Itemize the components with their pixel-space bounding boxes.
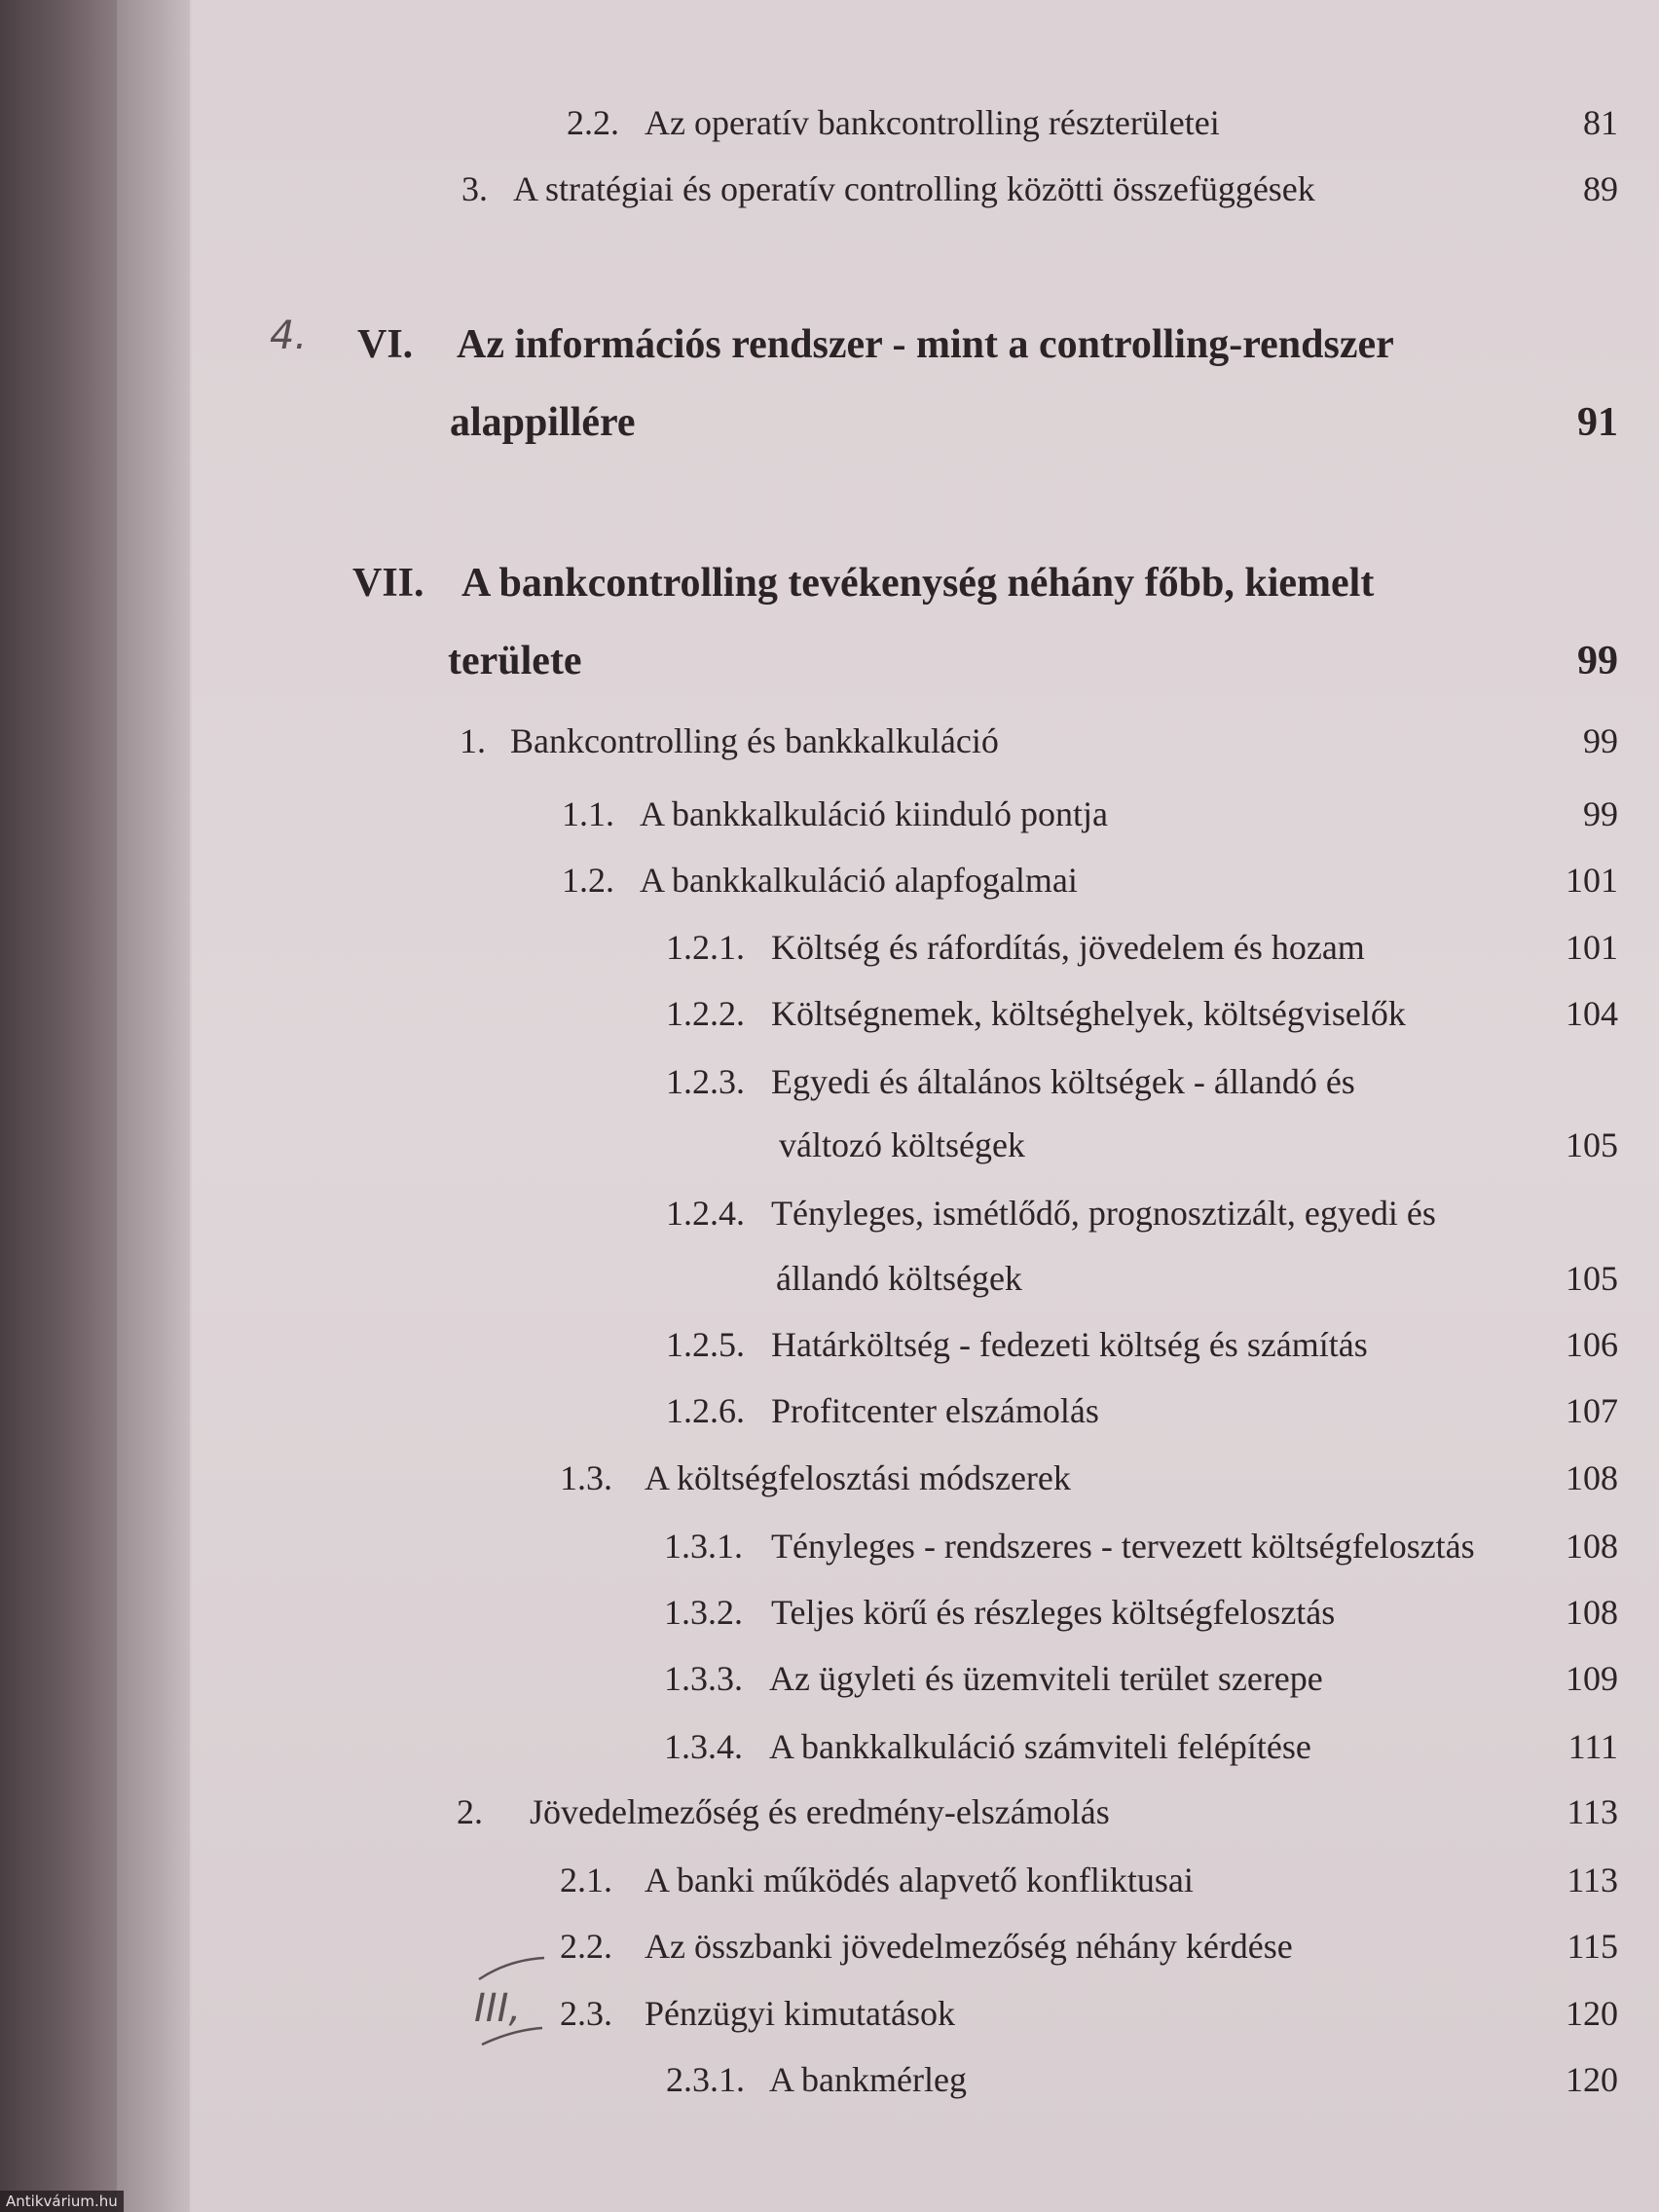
hand-stroke-top <box>479 1958 544 1979</box>
entry-number: 2.3.1. <box>666 2060 745 2099</box>
entry-title: Az operatív bankcontrolling részterületei <box>645 103 1220 142</box>
chapter-title-cont: alappillére <box>450 400 636 445</box>
entry-title: Profitcenter elszámolás <box>771 1391 1099 1430</box>
entry-title: Az ügyleti és üzemviteli terület szerepe <box>769 1659 1323 1698</box>
entry-title: Határköltség - fedezeti költség és számítás <box>771 1325 1368 1364</box>
handwritten-mark: 4. <box>270 313 308 358</box>
chapter-title: A bankcontrolling tevékenység néhány főbb, kiemelt <box>461 561 1375 606</box>
entry-page: 113 <box>1567 1792 1618 1831</box>
entry-page: 107 <box>1566 1391 1618 1430</box>
toc-entry <box>192 102 1659 151</box>
entry-title: Egyedi és általános költségek - állandó és <box>771 1062 1355 1101</box>
entry-title: Tényleges - rendszeres - tervezett költségfelosztás <box>771 1527 1475 1566</box>
toc-page <box>192 0 1659 2212</box>
entry-title: Az összbanki jövedelmezőség néhány kérdése <box>645 1927 1293 1966</box>
entry-number: 2. <box>457 1792 483 1831</box>
entry-page: 115 <box>1567 1927 1618 1966</box>
entry-page: 120 <box>1566 1994 1618 2033</box>
entry-number: 1.3.4. <box>664 1727 743 1766</box>
entry-number: 2.1. <box>560 1861 612 1899</box>
entry-title-cont: állandó költségek <box>776 1259 1022 1298</box>
toc-entry <box>192 1860 1659 1908</box>
entry-page: 105 <box>1566 1125 1618 1164</box>
entry-title-cont: változó költségek <box>779 1125 1025 1164</box>
entry-page: 111 <box>1567 1727 1618 1766</box>
book-binding <box>0 0 117 2212</box>
entry-title: A bankkalkuláció alapfogalmai <box>640 861 1078 900</box>
entry-number: 1.2.1. <box>666 928 745 967</box>
entry-title: A bankkalkuláció számviteli felépítése <box>769 1727 1311 1766</box>
toc-entry <box>192 1457 1659 1506</box>
entry-number: 1. <box>460 721 486 760</box>
entry-title: Jövedelmezőség és eredmény-elszámolás <box>530 1792 1110 1831</box>
entry-page: 81 <box>1583 103 1618 142</box>
toc-entry <box>192 1526 1659 1574</box>
entry-number: 1.3.3. <box>664 1659 743 1698</box>
chapter-title-cont: területe <box>448 639 582 683</box>
entry-page: 99 <box>1583 721 1618 760</box>
entry-page: 104 <box>1566 994 1618 1033</box>
entry-number: 3. <box>461 169 488 208</box>
entry-page: 101 <box>1566 861 1618 900</box>
entry-title: Pénzügyi kimutatások <box>645 1994 955 2033</box>
entry-page: 109 <box>1566 1659 1618 1698</box>
entry-title: Teljes körű és részleges költségfelosztás <box>771 1593 1336 1632</box>
chapter-heading-cont <box>192 638 1659 696</box>
entry-title: A költségfelosztási módszerek <box>645 1458 1071 1497</box>
toc-entry <box>192 860 1659 908</box>
show-through <box>1039 234 1051 285</box>
entry-title: Tényleges, ismétlődő, prognosztizált, egyedi és <box>771 1194 1436 1233</box>
toc-entry <box>192 1726 1659 1775</box>
entry-number: 1.2. <box>562 861 614 900</box>
page-edge <box>117 0 192 2212</box>
toc-entry <box>192 1926 1659 1974</box>
entry-number: 1.3. <box>560 1458 612 1497</box>
toc-entry <box>192 993 1659 1042</box>
toc-entry <box>192 927 1659 976</box>
toc-entry <box>192 1324 1659 1373</box>
entry-title: Bankcontrolling és bankkalkuláció <box>510 721 999 760</box>
toc-entry <box>192 793 1659 842</box>
entry-number: 1.3.1. <box>664 1527 743 1566</box>
chapter-heading <box>192 321 1659 380</box>
chapter-page: 99 <box>1577 639 1618 683</box>
entry-page: 106 <box>1566 1325 1618 1364</box>
toc-entry <box>192 1791 1659 1840</box>
entry-number: 1.3.2. <box>664 1593 743 1632</box>
entry-page: 108 <box>1566 1593 1618 1632</box>
entry-number: 1.2.3. <box>666 1062 745 1101</box>
entry-page: 89 <box>1583 169 1618 208</box>
entry-page: 113 <box>1567 1861 1618 1899</box>
entry-number: 1.2.6. <box>666 1391 745 1430</box>
chapter-title: Az információs rendszer - mint a controlling-rendszer <box>457 322 1394 367</box>
chapter-page: 91 <box>1577 400 1618 445</box>
toc-entry <box>192 168 1659 217</box>
entry-page: 120 <box>1566 2060 1618 2099</box>
toc-entry <box>192 1390 1659 1439</box>
toc-entry <box>192 1658 1659 1707</box>
toc-entry <box>192 1193 1659 1241</box>
entry-number: 1.2.4. <box>666 1194 745 1233</box>
entry-number: 1.1. <box>562 794 614 833</box>
entry-number: 2.3. <box>560 1994 612 2033</box>
entry-number: 1.2.2. <box>666 994 745 1033</box>
entry-number: 1.2.5. <box>666 1325 745 1364</box>
watermark: Antikvárium.hu <box>0 2191 124 2212</box>
toc-entry <box>192 1061 1659 1110</box>
entry-title: A bankmérleg <box>769 2060 967 2099</box>
entry-number: 2.2. <box>560 1927 612 1966</box>
toc-entry <box>192 1993 1659 2042</box>
entry-page: 99 <box>1583 794 1618 833</box>
toc-entry <box>192 720 1659 769</box>
entry-title: Költségnemek, költséghelyek, költségviselők <box>771 994 1406 1033</box>
chapter-heading-cont <box>192 399 1659 458</box>
entry-number: 2.2. <box>567 103 619 142</box>
handwritten-mark: III, <box>474 1986 522 2031</box>
entry-page: 108 <box>1566 1527 1618 1566</box>
toc-entry-cont <box>192 1258 1659 1307</box>
chapter-heading <box>192 560 1659 618</box>
chapter-number: VII. <box>352 561 424 606</box>
entry-page: 105 <box>1566 1259 1618 1298</box>
entry-title: A bankkalkuláció kiinduló pontja <box>640 794 1108 833</box>
entry-title: A banki működés alapvető konfliktusai <box>645 1861 1194 1899</box>
toc-entry-cont <box>192 1124 1659 1173</box>
toc-entry <box>192 1592 1659 1641</box>
entry-title: A stratégiai és operatív controlling közötti összefüggések <box>513 169 1315 208</box>
toc-entry <box>192 2059 1659 2108</box>
entry-page: 101 <box>1566 928 1618 967</box>
entry-title: Költség és ráfordítás, jövedelem és hozam <box>771 928 1365 967</box>
entry-page: 108 <box>1566 1458 1618 1497</box>
chapter-number: VI. <box>357 322 414 367</box>
